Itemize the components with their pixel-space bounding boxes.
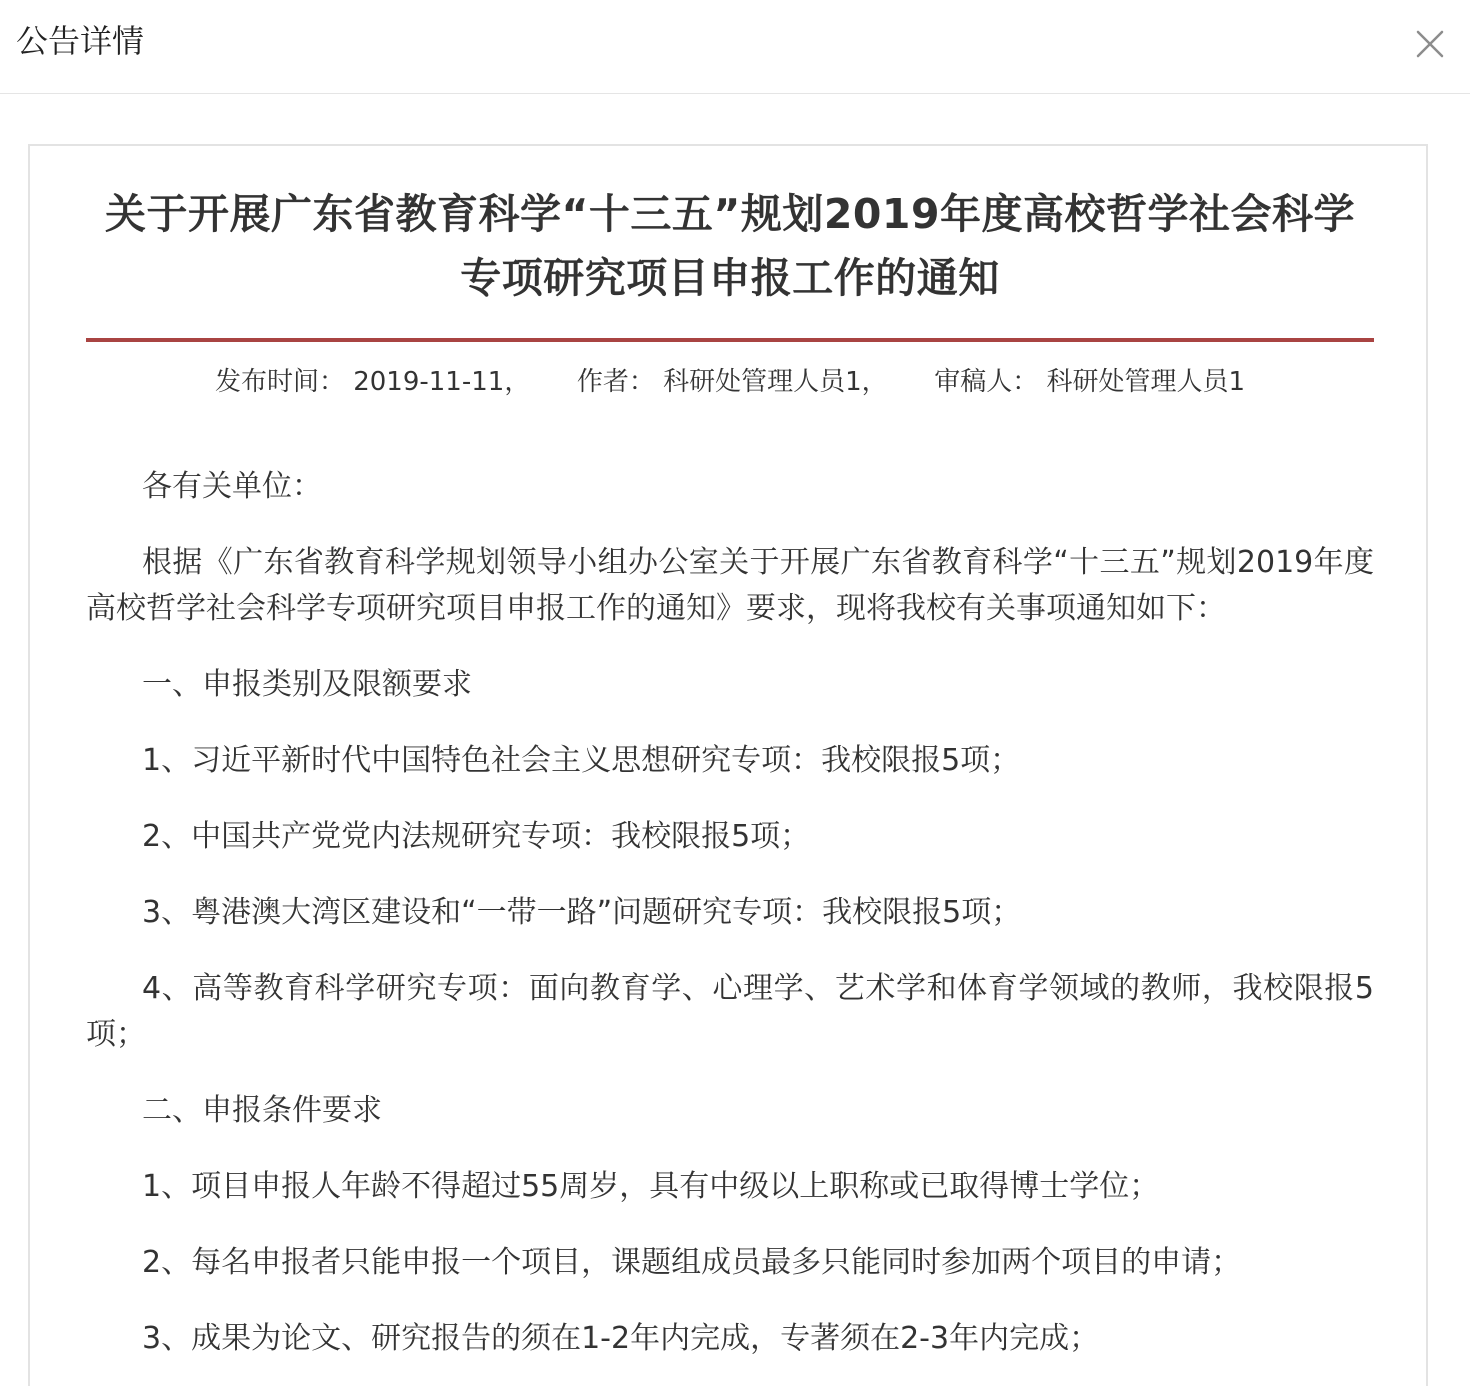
title-divider — [86, 338, 1374, 342]
author-label: 作者： — [576, 367, 655, 397]
paragraph-item: 1、习近平新时代中国特色社会主义思想研究专项：我校限报5项； — [142, 743, 1021, 778]
paragraph-item: 4、高等教育科学研究专项：面向教育学、心理学、艺术学和体育学领域的教师，我校限报5项； — [86, 971, 1374, 1052]
paragraph-intro: 根据《广东省教育科学规划领导小组办公室关于开展广东省教育科学“十三五”规划2019年度高校哲学社会科学专项研究项目申报工作的通知》要求，现将我校有关事项通知如下： — [86, 545, 1374, 626]
reviewer-label: 审稿人： — [934, 367, 1039, 397]
article-title: 关于开展广东省教育科学“十三五”规划2019年度高校哲学社会科学专项研究项目申报工作的通知 — [104, 190, 1355, 302]
author-name: 科研处管理人员1， — [663, 367, 888, 397]
paragraph-salutation: 各有关单位： — [142, 469, 322, 504]
paragraph-item: 2、中国共产党党内法规研究专项：我校限报5项； — [142, 819, 811, 854]
section-heading-1: 一、申报类别及限额要求 — [142, 667, 472, 702]
paragraph-item: 3、成果为论文、研究报告的须在1-2年内完成，专著须在2-3年内完成； — [142, 1321, 1100, 1356]
reviewer-name: 科研处管理人员1 — [1046, 367, 1246, 397]
article-meta — [86, 358, 1374, 406]
article-body — [86, 464, 1374, 1386]
paragraph-item: 1、项目申报人年龄不得超过55周岁，具有中级以上职称或已取得博士学位； — [142, 1169, 1160, 1204]
publish-time-label: 发布时间： — [214, 367, 345, 397]
dialog-header — [0, 0, 1470, 94]
paragraph-item: 2、每名申报者只能申报一个项目，课题组成员最多只能同时参加两个项目的申请； — [142, 1245, 1242, 1280]
dialog-title: 公告详情 — [16, 22, 145, 60]
article-container — [28, 144, 1428, 1386]
close-button[interactable] — [1408, 24, 1452, 68]
publish-date: 2019-11-11， — [353, 367, 531, 397]
close-icon[interactable] — [1408, 24, 1452, 68]
section-heading-2: 二、申报条件要求 — [142, 1093, 382, 1128]
paragraph-item: 3、粤港澳大湾区建设和“一带一路”问题研究专项：我校限报5项； — [142, 895, 1022, 930]
